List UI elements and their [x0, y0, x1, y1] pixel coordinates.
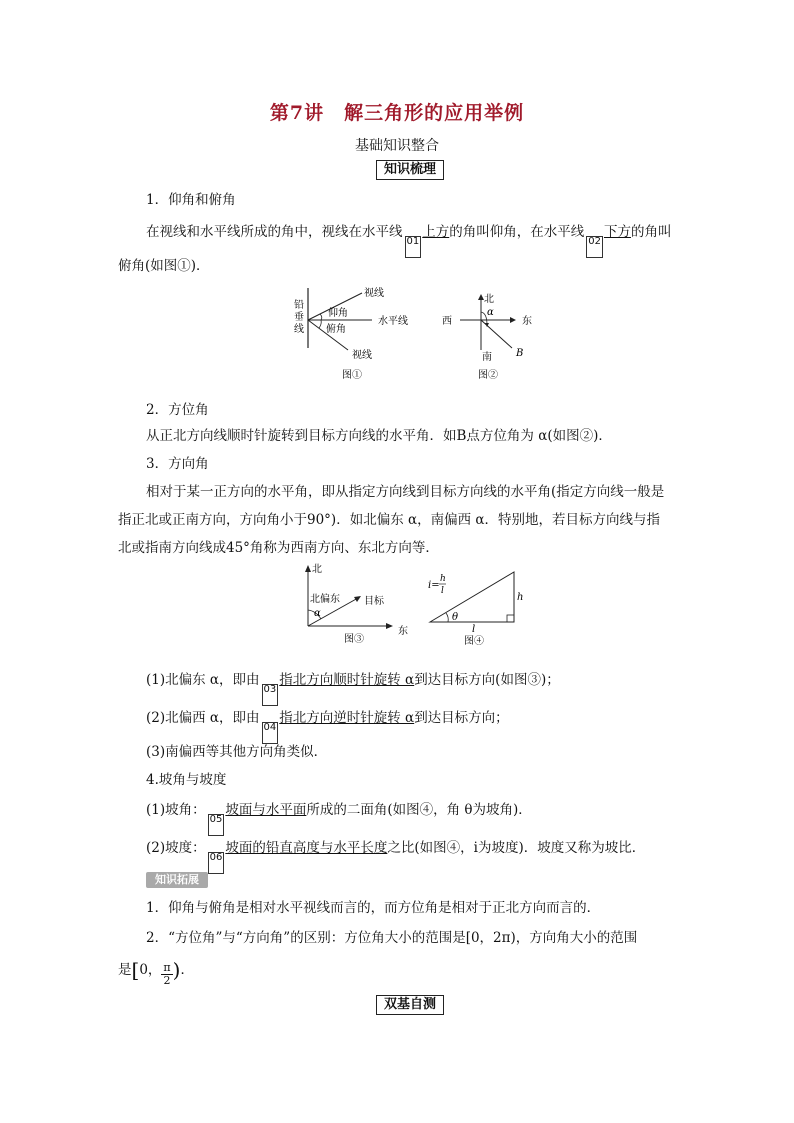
blank-number-03: 03 [262, 684, 279, 706]
paragraph-azimuth: 从正北方向线顺时针旋转到目标方向线的水平角．如B点方位角为 α(如图②)． [146, 428, 612, 444]
fig2-west: 西 [442, 316, 452, 327]
fig4-h: h [517, 592, 524, 603]
answer-04: 指北方向逆时针旋转 α [279, 710, 415, 726]
paragraph-elevation: 在视线和水平线所成的角中，视线在水平线01上方的角叫仰角，在水平线02下方的角叫 [146, 220, 671, 258]
fig2-north: 北 [484, 294, 494, 305]
fig4-l: l [472, 624, 476, 635]
fig1-sight-up: 视线 [364, 288, 384, 299]
paragraph-direction-2: 指正北或正南方向，方向角小于90°)．如北偏东 α，南偏西 α．特别地，若目标方向线与指 [118, 512, 661, 528]
subtitle: 基础知识整合 [355, 138, 439, 154]
extension-2: 2．“方位角”与“方向角”的区别：方位角大小的范围是[0，2π)，方向角大小的范围 [146, 930, 638, 946]
fig1-vertical-1: 铅 [294, 300, 304, 311]
heading-elevation-depression: 1．仰角和俯角 [146, 192, 236, 208]
fig1-vertical-2: 垂 [294, 312, 304, 323]
fig4-i: i= [428, 580, 440, 591]
answer-06: 坡面的铅直高度与水平长度 [225, 840, 388, 856]
fig3-caption: 图③ [344, 634, 364, 645]
answer-01: 上方 [422, 224, 450, 240]
blank-number-04: 04 [262, 722, 279, 744]
fig2-caption: 图② [478, 370, 498, 381]
fig3-alpha: α [314, 608, 321, 619]
blank-number-06: 06 [208, 852, 225, 874]
fig4-l-den: l [441, 586, 444, 596]
fig1-horizontal: 水平线 [378, 316, 408, 327]
extension-1: 1．仰角与俯角是相对水平视线而言的，而方位角是相对于正北方向而言的． [146, 900, 601, 916]
figure-4 [424, 568, 524, 648]
fig3-label: 北偏东 [310, 594, 340, 605]
section-header-self-test: 双基自测 [376, 995, 444, 1015]
tag-knowledge-extension: 知识拓展 [146, 872, 208, 888]
item-slope-angle: (1)坡角：05坡面与水平面所成的二面角(如图④，角 θ为坡角)． [146, 798, 532, 836]
fig4-theta: θ [452, 612, 459, 623]
heading-direction: 3．方向角 [146, 456, 209, 472]
fig1-caption: 图① [342, 370, 362, 381]
item-sw: (3)南偏西等其他方向角类似． [146, 744, 328, 760]
blank-number-05: 05 [208, 814, 225, 836]
fig2-south: 南 [482, 352, 492, 363]
blank-number-02: 02 [586, 236, 603, 258]
heading-azimuth: 2．方位角 [146, 402, 209, 418]
fig3-east: 东 [398, 626, 408, 637]
fig4-h-num: h [440, 574, 446, 584]
item-slope-ratio: (2)坡度：06坡面的铅直高度与水平长度之比(如图④，i为坡度)．坡度又称为坡比． [146, 836, 645, 874]
blank-number-01: 01 [405, 236, 422, 258]
fig2-b: B [516, 348, 524, 359]
fig3-target: 目标 [364, 596, 384, 607]
section-header-knowledge: 知识梳理 [376, 160, 444, 180]
figure-2 [440, 290, 540, 384]
fig2-east: 东 [522, 316, 532, 327]
fig1-depression: 俯角 [326, 324, 346, 335]
fig1-sight-down: 视线 [352, 350, 372, 361]
answer-02: 下方 [603, 224, 631, 240]
fig4-caption: 图④ [464, 636, 484, 647]
answer-03: 指北方向顺时针旋转 α [279, 672, 415, 688]
figure-1 [290, 284, 430, 384]
fig3-north: 北 [312, 564, 322, 575]
heading-slope: 4.坡角与坡度 [146, 772, 227, 788]
extension-3: 是[0， $\frac{\pi}{2}$ )． [118, 958, 194, 987]
item-nw: (2)北偏西 α，即由04指北方向逆时针旋转 α到达目标方向； [146, 706, 509, 744]
paragraph-direction-1: 相对于某一正方向的水平角，即从指定方向线到目标方向线的水平角(指定方向线一般是 [146, 484, 665, 500]
figure-3 [294, 562, 414, 646]
item-ne: (1)北偏东 α，即由03指北方向顺时针旋转 α到达目标方向(如图③)； [146, 668, 560, 706]
page-title: 第7讲 解三角形的应用举例 [269, 102, 525, 124]
fig1-elevation: 仰角 [328, 308, 348, 319]
fig2-alpha: α [487, 307, 494, 318]
paragraph-elevation-cont: 俯角(如图①)． [118, 258, 210, 274]
answer-05: 坡面与水平面 [225, 802, 307, 818]
fraction-pi-over-2: $\frac{\pi}{2}$ [163, 961, 171, 987]
paragraph-direction-3: 北或指南方向线成45°角称为西南方向、东北方向等． [118, 540, 439, 556]
fig1-vertical-3: 线 [294, 324, 304, 335]
